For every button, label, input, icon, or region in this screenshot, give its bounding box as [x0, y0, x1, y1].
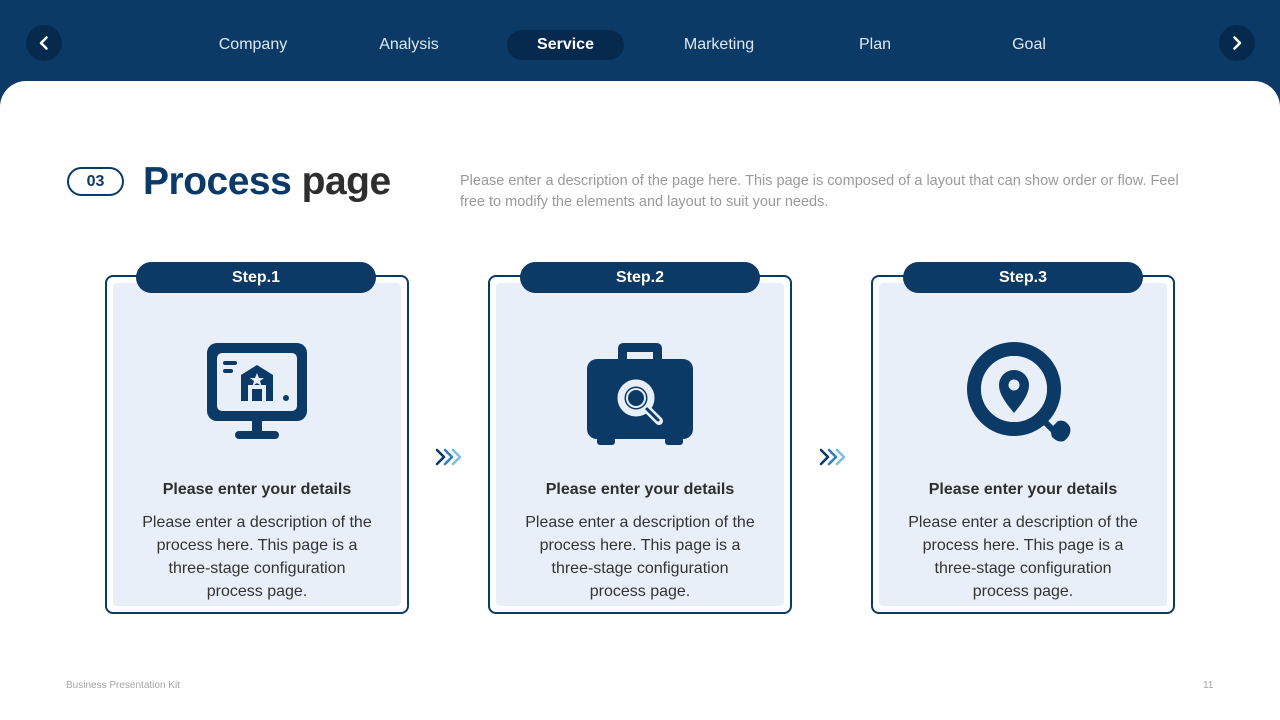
tab-plan[interactable]: Plan — [858, 36, 892, 53]
step-3-heading: Please enter your details — [928, 481, 1118, 498]
tab-goal[interactable]: Goal — [1012, 36, 1046, 53]
page-number: 11 — [1203, 680, 1214, 691]
step-1-text: Please enter a description of the process here. This page is a three-stage configuration process page. — [142, 514, 372, 600]
chevrons-right-icon — [818, 447, 848, 467]
step-card-3 — [871, 275, 1175, 614]
step-card-3-body — [879, 283, 1167, 606]
section-number-badge: 03 — [67, 167, 124, 196]
tab-marketing[interactable]: Marketing — [683, 36, 755, 53]
step-3-text: Please enter a description of the process here. This page is a three-stage configuration process page. — [908, 514, 1138, 600]
page-description: Please enter a description of the page here. This page is composed of a layout that can show order or flow. Feel free to modify the elements and layout to suit your needs. — [460, 173, 1179, 210]
step-card-2-body — [496, 283, 784, 606]
step-3-label: Step.3 — [903, 262, 1143, 293]
chevrons-right-icon — [434, 447, 464, 467]
tab-company[interactable]: Company — [218, 36, 288, 53]
page-title — [143, 160, 391, 204]
step-2-label: Step.2 — [520, 262, 760, 293]
tab-analysis[interactable]: Analysis — [379, 36, 439, 53]
footer-brand: Business Presentation Kit — [66, 680, 180, 691]
step-2-text: Please enter a description of the process here. This page is a three-stage configuration process page. — [525, 514, 755, 600]
step-card-2 — [488, 275, 792, 614]
step-card-1-body — [113, 283, 401, 606]
step-card-1 — [105, 275, 409, 614]
page-title-accent: Process — [143, 160, 292, 203]
step-1-label: Step.1 — [136, 262, 376, 293]
step-1-heading: Please enter your details — [162, 481, 352, 498]
nav-tabs — [0, 0, 1280, 90]
monitor-home-icon — [205, 341, 309, 445]
location-search-icon — [966, 341, 1080, 453]
briefcase-search-icon — [585, 341, 695, 447]
step-2-heading: Please enter your details — [545, 481, 735, 498]
tab-service[interactable]: Service — [507, 30, 624, 60]
page-title-rest: page — [291, 160, 391, 203]
